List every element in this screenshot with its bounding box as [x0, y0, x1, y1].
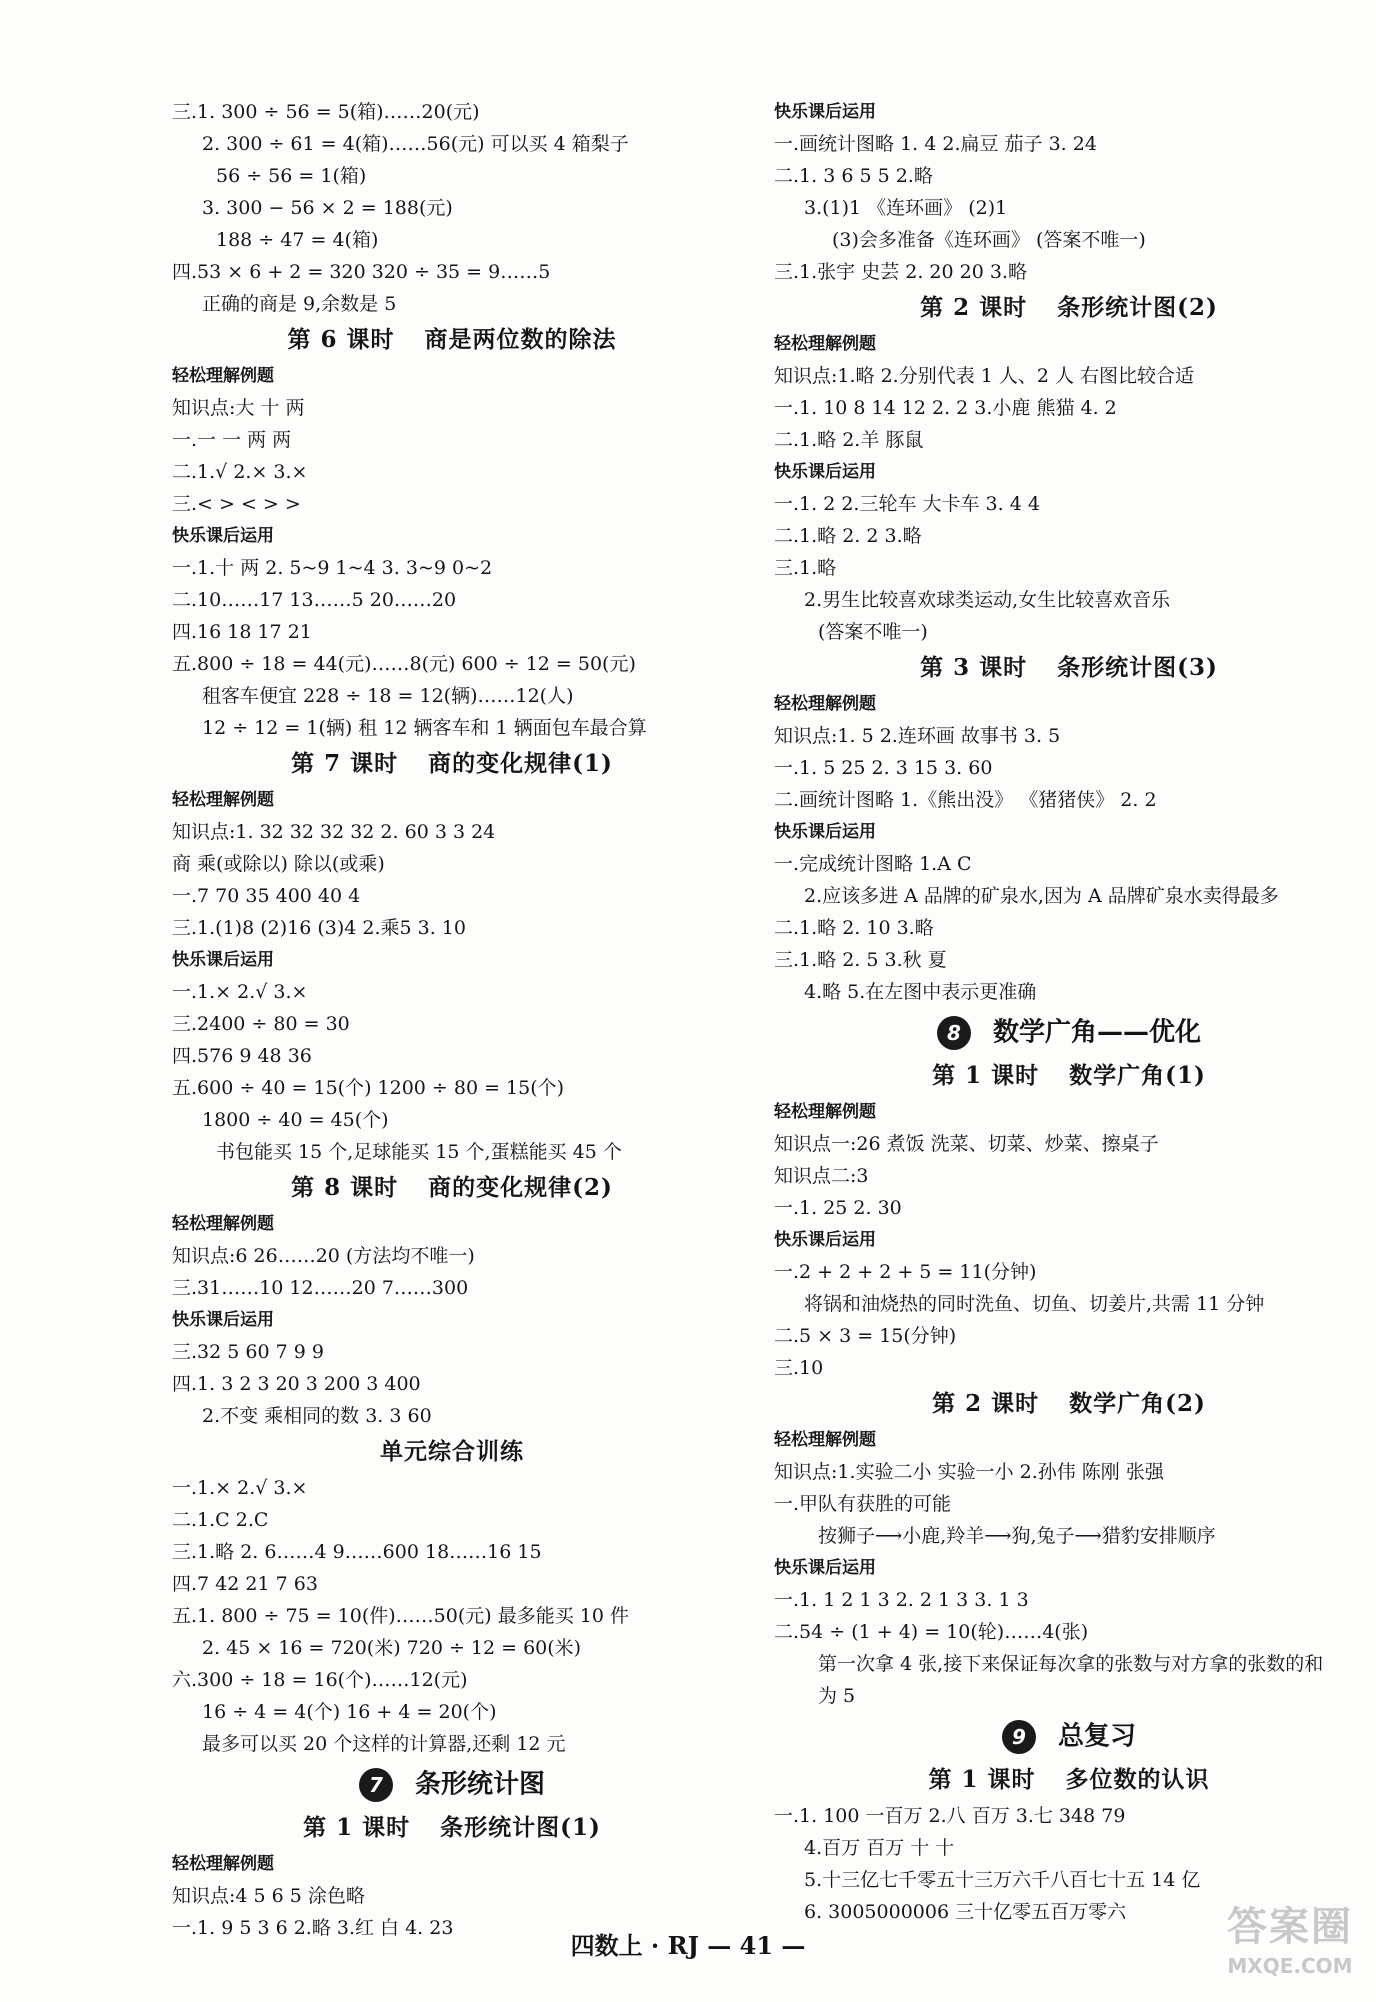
- answer-line: 16 ÷ 4 = 4(个) 16 + 4 = 20(个): [202, 1701, 497, 1723]
- lesson-title: 数学广角(2): [1069, 1390, 1206, 1417]
- subsection-heading: 轻松理解例题: [172, 1854, 274, 1874]
- answer-line: 将锅和油烧热的同时洗鱼、切鱼、切姜片,共需 11 分钟: [804, 1293, 1265, 1315]
- lesson-number: 第 1 课时: [928, 1766, 1036, 1793]
- answer-line: 知识点:1. 5 2.连环画 故事书 3. 5: [774, 725, 1061, 747]
- unit-heading: [172, 1760, 732, 1808]
- answer-line: 一.一 一 两 两: [172, 429, 292, 451]
- answer-line: 知识点:1. 32 32 32 32 2. 60 3 3 24: [172, 821, 496, 843]
- subsection-heading: 快乐课后运用: [774, 1230, 876, 1250]
- answer-line: 四.576 9 48 36: [172, 1045, 312, 1067]
- answer-line: 知识点:6 26……20 (方法均不唯一): [172, 1245, 475, 1267]
- lesson-number: 第 7 课时: [291, 750, 399, 777]
- lesson-number: 第 8 课时: [291, 1174, 399, 1201]
- lesson-heading: [774, 648, 1364, 688]
- unit-heading: [774, 1712, 1364, 1760]
- lesson-title: 条形统计图(2): [1057, 294, 1218, 321]
- unit-title: 条形统计图: [414, 1769, 545, 1800]
- subsection-heading: 轻松理解例题: [774, 1102, 876, 1122]
- lesson-title: 条形统计图(1): [440, 1814, 601, 1841]
- subsection-heading: 轻松理解例题: [172, 366, 274, 386]
- lesson-number: 第 2 课时: [932, 1390, 1040, 1417]
- lesson-title: 条形统计图(3): [1057, 654, 1218, 681]
- answer-line: 四.16 18 17 21: [172, 621, 312, 643]
- lesson-heading: [172, 744, 732, 784]
- answer-line: 2. 300 ÷ 61 = 4(箱)……56(元) 可以买 4 箱梨子: [202, 133, 629, 155]
- answer-line: 二.1.√ 2.× 3.×: [172, 461, 308, 483]
- lesson-title: 单元综合训练: [380, 1438, 524, 1465]
- answer-line: 4.略 5.在左图中表示更准确: [804, 981, 1037, 1003]
- subsection-heading: 轻松理解例题: [774, 334, 876, 354]
- answer-line: 一.1. 100 一百万 2.八 百万 3.七 348 79: [774, 1805, 1126, 1827]
- answer-line: 二.10……17 13……5 20……20: [172, 589, 457, 611]
- lesson-heading: [774, 288, 1364, 328]
- right-column: [774, 96, 1364, 1928]
- answer-line: 一.1. 1 2 1 3 2. 2 1 3 3. 1 3: [774, 1589, 1029, 1611]
- lesson-heading: [774, 1760, 1364, 1800]
- answer-line: 二.1.C 2.C: [172, 1509, 269, 1531]
- unit-title: 数学广角——优化: [992, 1017, 1201, 1048]
- lesson-heading: [774, 1384, 1364, 1424]
- subsection-heading: 快乐课后运用: [774, 1558, 876, 1578]
- answer-line: 二.5 × 3 = 15(分钟): [774, 1325, 957, 1347]
- lesson-title: 多位数的认识: [1065, 1766, 1210, 1793]
- subsection-heading: 轻松理解例题: [774, 694, 876, 714]
- left-column: [172, 96, 732, 1944]
- answer-line: 二.1. 3 6 5 5 2.略: [774, 165, 933, 187]
- lesson-heading: [774, 1056, 1364, 1096]
- lesson-title: 商是两位数的除法: [424, 326, 617, 353]
- answer-line: 知识点一:26 煮饭 洗菜、切菜、炒菜、擦桌子: [774, 1133, 1159, 1155]
- answer-line: 188 ÷ 47 = 4(箱): [216, 229, 379, 251]
- answer-line: 一.1. 9 5 3 6 2.略 3.红 白 4. 23: [172, 1917, 454, 1939]
- answer-line: 二.1.略 2. 10 3.略: [774, 917, 934, 939]
- answer-line: 三.1.略 2. 5 3.秋 夏: [774, 949, 947, 971]
- answer-line: 四.53 × 6 + 2 = 320 320 ÷ 35 = 9……5: [172, 261, 551, 283]
- answer-line: 知识点:1.略 2.分别代表 1 人、2 人 右图比较合适: [774, 365, 1195, 387]
- answer-line: 三.1.(1)8 (2)16 (3)4 2.乘5 3. 10: [172, 917, 466, 939]
- answer-line: 三.2400 ÷ 80 = 30: [172, 1013, 350, 1035]
- page-footer: 四数上 · RJ — 41 —: [570, 1931, 806, 1960]
- subsection-heading: 快乐课后运用: [172, 950, 274, 970]
- lesson-title: 商的变化规律(1): [428, 750, 613, 777]
- unit-title: 总复习: [1057, 1721, 1136, 1752]
- answer-line: 1800 ÷ 40 = 45(个): [202, 1109, 389, 1131]
- answer-line: 2.不变 乘相同的数 3. 3 60: [202, 1405, 432, 1427]
- answer-line: 一.画统计图略 1. 4 2.扁豆 茄子 3. 24: [774, 133, 1097, 155]
- lesson-heading: [172, 320, 732, 360]
- answer-line: 2. 45 × 16 = 720(米) 720 ÷ 12 = 60(米): [202, 1637, 582, 1659]
- lesson-heading: [172, 1808, 732, 1848]
- subsection-heading: 快乐课后运用: [774, 102, 876, 122]
- answer-line: 一.完成统计图略 1.A C: [774, 853, 972, 875]
- unit-number-badge: 9: [1002, 1720, 1036, 1754]
- answer-line: 三.31……10 12……20 7……300: [172, 1277, 469, 1299]
- subsection-heading: 快乐课后运用: [172, 526, 274, 546]
- answer-line: 二.54 ÷ (1 + 4) = 10(轮)……4(张): [774, 1621, 1089, 1643]
- answer-line: 56 ÷ 56 = 1(箱): [216, 165, 367, 187]
- lesson-number: 第 2 课时: [920, 294, 1028, 321]
- answer-line: 12 ÷ 12 = 1(辆) 租 12 辆客车和 1 辆面包车最合算: [202, 717, 647, 739]
- answer-line: 一.7 70 35 400 40 4: [172, 885, 361, 907]
- lesson-heading: [172, 1432, 732, 1472]
- answer-line: 五.1. 800 ÷ 75 = 10(件)……50(元) 最多能买 10 件: [172, 1605, 629, 1627]
- watermark-text: 答案圈: [1227, 1904, 1353, 1950]
- unit-number-badge: 7: [359, 1768, 393, 1802]
- answer-line: 3.(1)1 《连环画》 (2)1: [804, 197, 1008, 219]
- answer-line: 按狮子⟶小鹿,羚羊⟶狗,兔子⟶猎豹安排顺序: [818, 1525, 1216, 1547]
- answer-line: 4.百万 百万 十 十: [804, 1837, 955, 1859]
- subsection-heading: 轻松理解例题: [774, 1430, 876, 1450]
- answer-line: (答案不唯一): [818, 621, 928, 643]
- answer-line: 知识点:4 5 6 5 涂色略: [172, 1885, 365, 1907]
- answer-line: 一.1. 10 8 14 12 2. 2 3.小鹿 熊猫 4. 2: [774, 397, 1117, 419]
- answer-line: 商 乘(或除以) 除以(或乘): [172, 853, 385, 875]
- answer-line: 三.1.略: [774, 557, 837, 579]
- unit-heading: [774, 1008, 1364, 1056]
- answer-line: 三.< > < > >: [172, 493, 301, 515]
- subsection-heading: 快乐课后运用: [774, 462, 876, 482]
- answer-line: 一.1. 5 25 2. 3 15 3. 60: [774, 757, 993, 779]
- answer-line: 二.画统计图略 1.《熊出没》 《猪猪侠》 2. 2: [774, 789, 1157, 811]
- subsection-heading: 快乐课后运用: [774, 822, 876, 842]
- answer-line: 一.2 + 2 + 2 + 5 = 11(分钟): [774, 1261, 1037, 1283]
- answer-line: 二.1.略 2.羊 豚鼠: [774, 429, 924, 451]
- lesson-number: 第 3 课时: [920, 654, 1028, 681]
- answer-line: 最多可以买 20 个这样的计算器,还剩 12 元: [202, 1733, 566, 1755]
- answer-line: 5.十三亿七千零五十三万六千八百七十五 14 亿: [804, 1869, 1201, 1891]
- lesson-number: 第 1 课时: [303, 1814, 411, 1841]
- answer-line: 三.1.略 2. 6……4 9……600 18……16 15: [172, 1541, 542, 1563]
- answer-line: 四.1. 3 2 3 20 3 200 3 400: [172, 1373, 421, 1395]
- answer-line: 书包能买 15 个,足球能买 15 个,蛋糕能买 45 个: [216, 1141, 622, 1163]
- answer-line: (3)会多准备《连环画》 (答案不唯一): [832, 229, 1146, 251]
- answer-line: 第一次拿 4 张,接下来保证每次拿的张数与对方拿的张数的和: [818, 1653, 1324, 1675]
- answer-line: 一.1.× 2.√ 3.×: [172, 981, 308, 1003]
- answer-line: 三.32 5 60 7 9 9: [172, 1341, 324, 1363]
- answer-line: 一.1.× 2.√ 3.×: [172, 1477, 308, 1499]
- subsection-heading: 轻松理解例题: [172, 790, 274, 810]
- answer-line: 五.800 ÷ 18 = 44(元)……8(元) 600 ÷ 12 = 50(元): [172, 653, 636, 675]
- answer-line: 六.300 ÷ 18 = 16(个)……12(元): [172, 1669, 468, 1691]
- answer-line: 知识点:大 十 两: [172, 397, 305, 419]
- watermark-logo: [1215, 1902, 1365, 1992]
- answer-line: 一.甲队有获胜的可能: [774, 1493, 952, 1515]
- answer-line: 三.1.张宇 史芸 2. 20 20 3.略: [774, 261, 1027, 283]
- answer-line: 2.男生比较喜欢球类运动,女生比较喜欢音乐: [804, 589, 1171, 611]
- lesson-heading: [172, 1168, 732, 1208]
- lesson-title: 商的变化规律(2): [428, 1174, 613, 1201]
- lesson-number: 第 6 课时: [287, 326, 395, 353]
- answer-line: 6. 3005000006 三十亿零五百万零六: [804, 1901, 1127, 1923]
- unit-number-badge: 8: [937, 1016, 971, 1050]
- answer-line: 一.1.十 两 2. 5~9 1~4 3. 3~9 0~2: [172, 557, 493, 579]
- answer-line: 为 5: [818, 1685, 856, 1707]
- subsection-heading: 快乐课后运用: [172, 1310, 274, 1330]
- lesson-title: 数学广角(1): [1069, 1062, 1206, 1089]
- answer-line: 一.1. 25 2. 30: [774, 1197, 902, 1219]
- answer-line: 一.1. 2 2.三轮车 大卡车 3. 4 4: [774, 493, 1040, 515]
- answer-line: 三.1. 300 ÷ 56 = 5(箱)……20(元): [172, 101, 480, 123]
- answer-line: 3. 300 − 56 × 2 = 188(元): [202, 197, 453, 219]
- answer-line: 知识点二:3: [774, 1165, 869, 1187]
- answer-line: 知识点:1.实验二小 实验一小 2.孙伟 陈刚 张强: [774, 1461, 1164, 1483]
- answer-line: 四.7 42 21 7 63: [172, 1573, 318, 1595]
- answer-line: 正确的商是 9,余数是 5: [202, 293, 397, 315]
- answer-line: 2.应该多进 A 品牌的矿泉水,因为 A 品牌矿泉水卖得最多: [804, 885, 1279, 907]
- answer-line: 三.10: [774, 1357, 824, 1379]
- subsection-heading: 轻松理解例题: [172, 1214, 274, 1234]
- lesson-number: 第 1 课时: [932, 1062, 1040, 1089]
- watermark-url: MXQE.COM: [1227, 1954, 1353, 1978]
- answer-line: 二.1.略 2. 2 3.略: [774, 525, 922, 547]
- answer-line: 租客车便宜 228 ÷ 18 = 12(辆)……12(人): [202, 685, 574, 707]
- answer-line: 五.600 ÷ 40 = 15(个) 1200 ÷ 80 = 15(个): [172, 1077, 565, 1099]
